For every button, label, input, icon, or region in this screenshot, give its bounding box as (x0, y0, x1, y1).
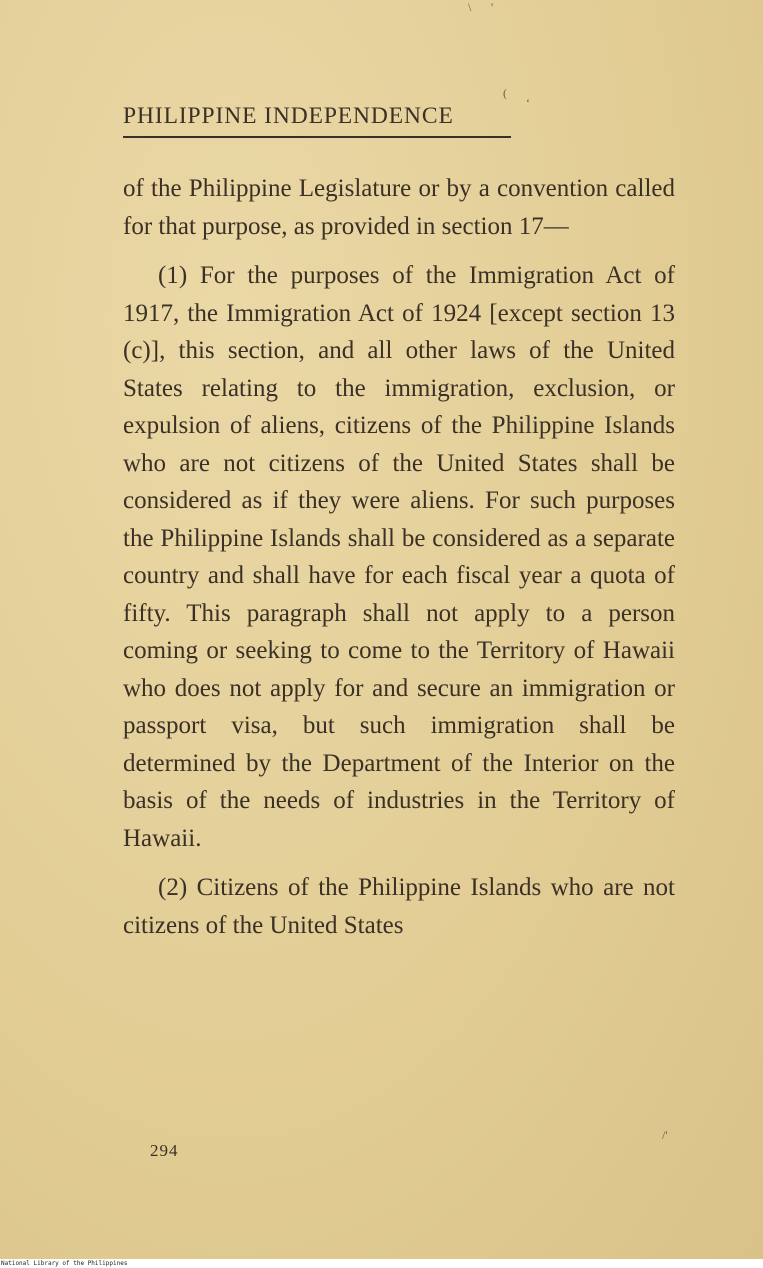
page-number: 294 (150, 1141, 179, 1160)
library-credit: National Library of the Philippines (1, 1260, 128, 1267)
paragraph-continuation: of the Philippine Legislature or by a convention called for that purpose, as provided in section 17— (123, 175, 675, 240)
paragraph-1: (1) For the purposes of the Immigration Act of 1917, the Immigration Act of 1924 [except section 13 (c)], this section, and all other laws of the United States relating to the immigration, exclusion, or expulsion of aliens, citizens of the Philippine Islands who are not citizens of the United States shall be considered as if they were aliens. For such purposes the Philippine Islands shall be considered as a separate country and shall have for each fiscal year a quota of fifty. This paragraph shall not apply to a person coming or seeking to come to the Territory of Hawaii who does not apply for and secure an immigration or passport visa, but such immigration shall be determined by the Department of the Interior on the basis of the needs of industries in the Territory of Hawaii. (123, 262, 675, 852)
body-text (123, 170, 675, 956)
margin-mark: ( (503, 86, 507, 100)
margin-mark: \ (468, 0, 472, 14)
margin-mark: ‘ (526, 96, 530, 110)
running-head: PHILIPPINE INDEPENDENCE (123, 103, 511, 138)
margin-mark: ' (491, 0, 494, 14)
footer-strip (0, 1259, 763, 1268)
paragraph-2: (2) Citizens of the Philippine Islands who are not citizens of the United States (123, 874, 675, 939)
margin-mark: /' (662, 1128, 668, 1142)
